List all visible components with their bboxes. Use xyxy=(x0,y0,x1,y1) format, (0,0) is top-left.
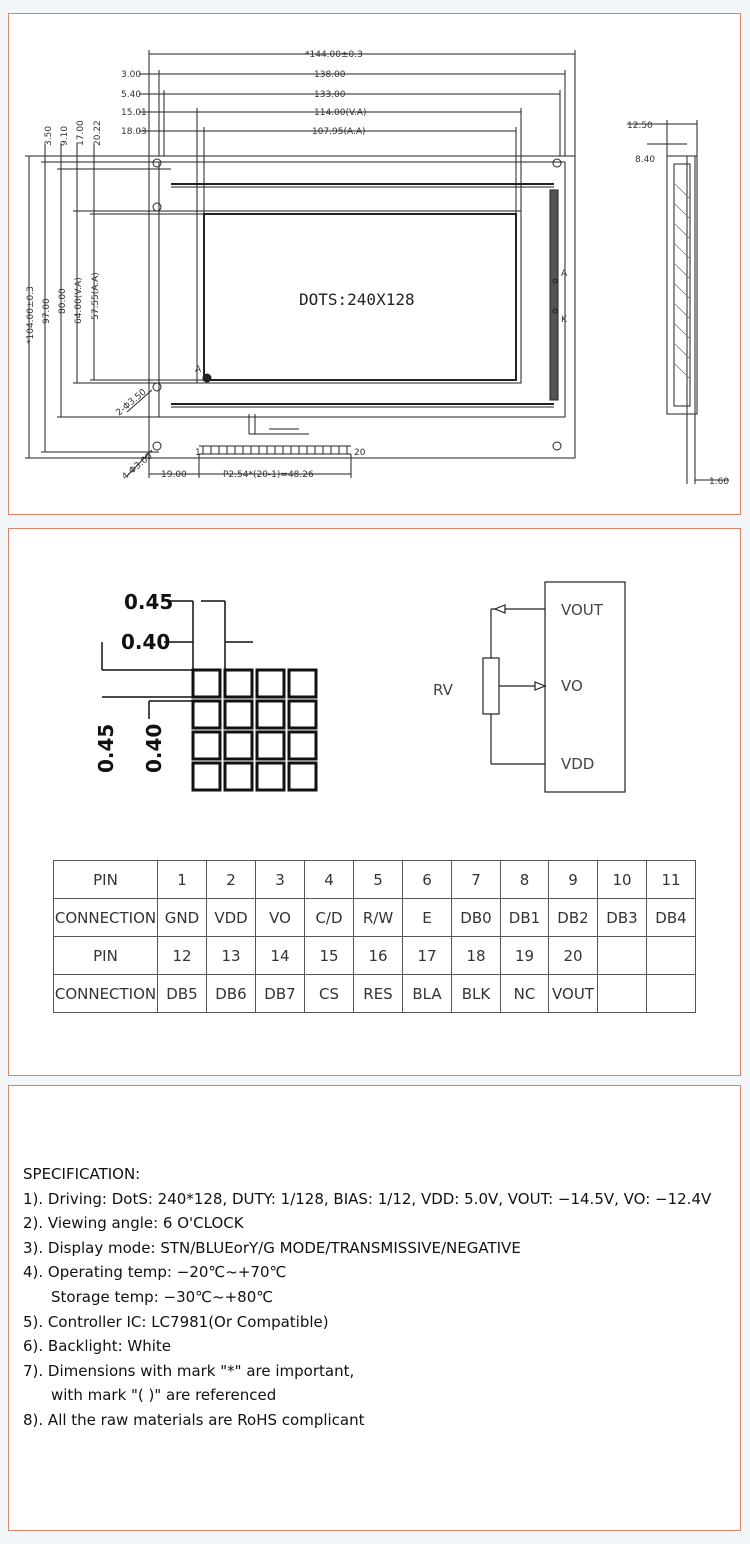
table-cell: GND xyxy=(158,899,207,937)
table-cell: 18 xyxy=(452,937,501,975)
rv-label: RV xyxy=(433,681,453,699)
potentiometer xyxy=(483,658,499,714)
dot-height-label: 0.45 xyxy=(94,723,118,773)
table-cell: 11 xyxy=(647,861,696,899)
pin-first-label: 1 xyxy=(195,448,201,458)
dim-active-area-width: 107.95(A.A) xyxy=(312,127,366,137)
table-row-header: PIN xyxy=(54,861,158,899)
table-cell: DB5 xyxy=(158,975,207,1013)
hole-label-bottom: 4-Φ3.00 xyxy=(120,451,155,483)
spec-line: 1). Driving: DotS: 240*128, DUTY: 1/128, BIAS: 1/12, VDD: 5.0V, VOUT: −14.5V, VO: −12.4V xyxy=(23,1189,712,1208)
side-dim-12-5: 12.50 xyxy=(627,121,653,131)
table-cell: 15 xyxy=(305,937,354,975)
pin-last-label: 20 xyxy=(354,448,366,458)
specification-list xyxy=(23,1162,738,1433)
spec-line: 2). Viewing angle: 6 O'CLOCK xyxy=(23,1214,244,1233)
dim-v-9-1: 9.10 xyxy=(60,125,70,146)
table-cell: VO xyxy=(256,899,305,937)
table-cell: 12 xyxy=(158,937,207,975)
table-cell xyxy=(598,975,647,1013)
dot-matrix-detail xyxy=(193,670,316,790)
vout-label: VOUT xyxy=(561,601,603,619)
mark-a-backlight: A xyxy=(561,269,568,279)
dot-vgap-label: 0.40 xyxy=(142,723,166,773)
dim-offset-3: 3.00 xyxy=(121,70,142,80)
table-cell: RES xyxy=(354,975,403,1013)
spec-line: 6). Backlight: White xyxy=(23,1337,172,1356)
table-cell: VOUT xyxy=(549,975,598,1013)
table-cell: VDD xyxy=(207,899,256,937)
table-cell: 9 xyxy=(549,861,598,899)
vdd-label: VDD xyxy=(561,755,595,773)
table-cell: R/W xyxy=(354,899,403,937)
dim-overall-height: *104.00±0.3 xyxy=(26,286,36,344)
dim-view-area-height: 64.00(V.A) xyxy=(74,277,84,324)
table-cell: NC xyxy=(501,975,549,1013)
specification-panel xyxy=(8,1085,741,1531)
dim-offset-15-01: 15.01 xyxy=(121,108,147,118)
mechanical-drawing xyxy=(9,14,740,514)
mechanical-drawing-panel xyxy=(8,13,741,515)
dim-v-17: 17.00 xyxy=(76,120,86,146)
table-row-header: CONNECTION xyxy=(54,975,158,1013)
dim-pin-offset: 19.00 xyxy=(161,470,187,480)
hole-label-top: 2-Φ3.50 xyxy=(114,387,149,419)
table-cell: CS xyxy=(305,975,354,1013)
table-cell: DB6 xyxy=(207,975,256,1013)
table-cell: 7 xyxy=(452,861,501,899)
dot-and-circuit-diagram xyxy=(9,529,740,849)
pin-assignment-table xyxy=(53,860,696,1013)
dot-width-label: 0.45 xyxy=(124,590,174,614)
mark-k-backlight: K xyxy=(561,315,567,325)
table-cell: BLK xyxy=(452,975,501,1013)
spec-line: 7). Dimensions with mark "*" are important, xyxy=(23,1361,355,1380)
dim-pin-pitch: P2.54*(20-1)=48.26 xyxy=(223,470,314,480)
table-cell: C/D xyxy=(305,899,354,937)
vo-label: VO xyxy=(561,677,583,695)
table-cell: DB7 xyxy=(256,975,305,1013)
table-cell: 8 xyxy=(501,861,549,899)
dim-height-80: 80.00 xyxy=(58,288,68,314)
table-cell: 4 xyxy=(305,861,354,899)
dot-gap-label: 0.40 xyxy=(121,630,171,654)
table-row xyxy=(54,899,696,937)
spec-title: SPECIFICATION: xyxy=(23,1165,141,1183)
table-cell: 5 xyxy=(354,861,403,899)
table-cell: 1 xyxy=(158,861,207,899)
table-cell xyxy=(598,937,647,975)
dim-view-area-width: 114.00(V.A) xyxy=(314,108,367,118)
side-dim-1-6: 1.60 xyxy=(709,477,730,487)
contrast-circuit xyxy=(483,582,625,792)
dim-height-97: 97.00 xyxy=(42,298,52,324)
table-row xyxy=(54,975,696,1013)
spec-line: 3). Display mode: STN/BLUEorY/G MODE/TRANSMISSIVE/NEGATIVE xyxy=(23,1238,521,1257)
dim-offset-18-03: 18.03 xyxy=(121,127,147,137)
display-dots-label: DOTS:240X128 xyxy=(299,290,415,309)
spec-line: 5). Controller IC: LC7981(Or Compatible) xyxy=(23,1312,329,1331)
table-cell: DB0 xyxy=(452,899,501,937)
table-cell: 10 xyxy=(598,861,647,899)
spec-line: with mark "( )" are referenced xyxy=(51,1386,277,1405)
side-dim-8-4: 8.40 xyxy=(635,155,656,165)
table-cell: 19 xyxy=(501,937,549,975)
table-cell xyxy=(647,937,696,975)
spec-line: 8). All the raw materials are RoHS complicant xyxy=(23,1410,365,1429)
table-cell: 2 xyxy=(207,861,256,899)
dim-offset-5-4: 5.40 xyxy=(121,90,142,100)
table-cell: 14 xyxy=(256,937,305,975)
dim-width-138: 138.00 xyxy=(314,70,346,80)
dim-overall-width: *144.00±0.3 xyxy=(305,50,363,60)
table-row xyxy=(54,861,696,899)
table-row-header: PIN xyxy=(54,937,158,975)
table-cell: 17 xyxy=(403,937,452,975)
table-cell: 3 xyxy=(256,861,305,899)
table-cell: E xyxy=(403,899,452,937)
spec-line: Storage temp: −30℃~+80℃ xyxy=(51,1287,274,1306)
table-cell: BLA xyxy=(403,975,452,1013)
table-cell xyxy=(647,975,696,1013)
table-cell: 16 xyxy=(354,937,403,975)
mark-a-origin: A xyxy=(195,365,202,375)
spec-line: 4). Operating temp: −20℃~+70℃ xyxy=(23,1263,287,1282)
table-cell: 20 xyxy=(549,937,598,975)
dim-width-133: 133.00 xyxy=(314,90,346,100)
dim-v-20-22: 20.22 xyxy=(93,120,103,146)
table-cell: 13 xyxy=(207,937,256,975)
pin-header xyxy=(203,414,347,454)
electrical-panel xyxy=(8,528,741,1076)
dim-active-area-height: 57.55(A.A) xyxy=(91,272,101,320)
table-cell: DB3 xyxy=(598,899,647,937)
dim-v-3-5: 3.50 xyxy=(44,125,54,146)
table-cell: 6 xyxy=(403,861,452,899)
table-row-header: CONNECTION xyxy=(54,899,158,937)
table-row xyxy=(54,937,696,975)
table-cell: DB4 xyxy=(647,899,696,937)
table-cell: DB1 xyxy=(501,899,549,937)
table-cell: DB2 xyxy=(549,899,598,937)
